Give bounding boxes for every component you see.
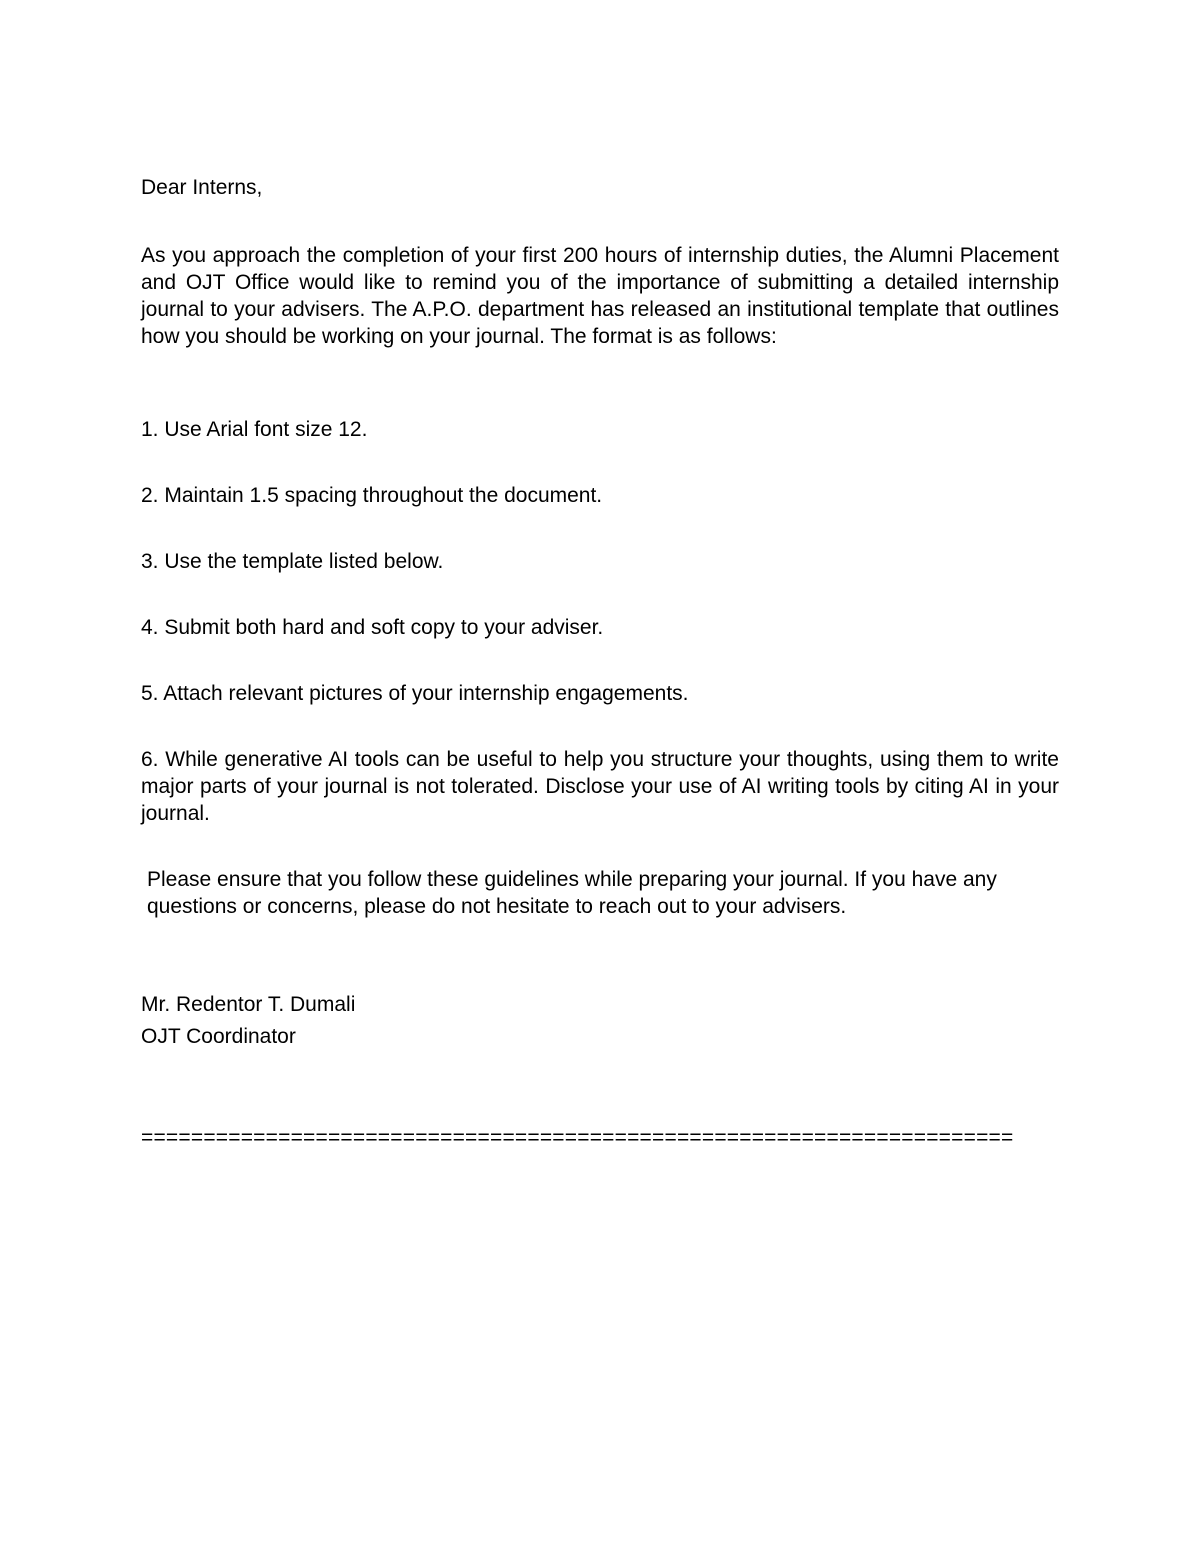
closing-paragraph: Please ensure that you follow these guidelines while preparing your journal. If you have any questions or concerns, please do not hesitate to reach out to your advisers. — [147, 868, 997, 918]
signature-name: Mr. Redentor T. Dumali — [141, 993, 356, 1016]
list-item: 1. Use Arial font size 12. — [141, 418, 368, 441]
list-item: 5. Attach relevant pictures of your internship engagements. — [141, 682, 689, 705]
list-item: 3. Use the template listed below. — [141, 550, 444, 573]
intro-paragraph: As you approach the completion of your first 200 hours of internship duties, the Alumni Placement and OJT Office would like to remind you of the importance of submitting a detailed internship journal to your advisers. The A.P.O. department has released an institutional template that outlines how you should be working on your journal. The format is as follows: — [141, 244, 1059, 348]
list-item: 4. Submit both hard and soft copy to your adviser. — [141, 616, 604, 639]
separator-line: ====================================================================== — [141, 1126, 1014, 1149]
list-item: 2. Maintain 1.5 spacing throughout the document. — [141, 484, 603, 507]
signature-title: OJT Coordinator — [141, 1025, 296, 1048]
salutation: Dear Interns, — [141, 176, 263, 199]
list-item: 6. While generative AI tools can be useful to help you structure your thoughts, using them to write major parts of your journal is not tolerated. Disclose your use of AI writing tools by citing AI in your journal. — [141, 748, 1059, 825]
